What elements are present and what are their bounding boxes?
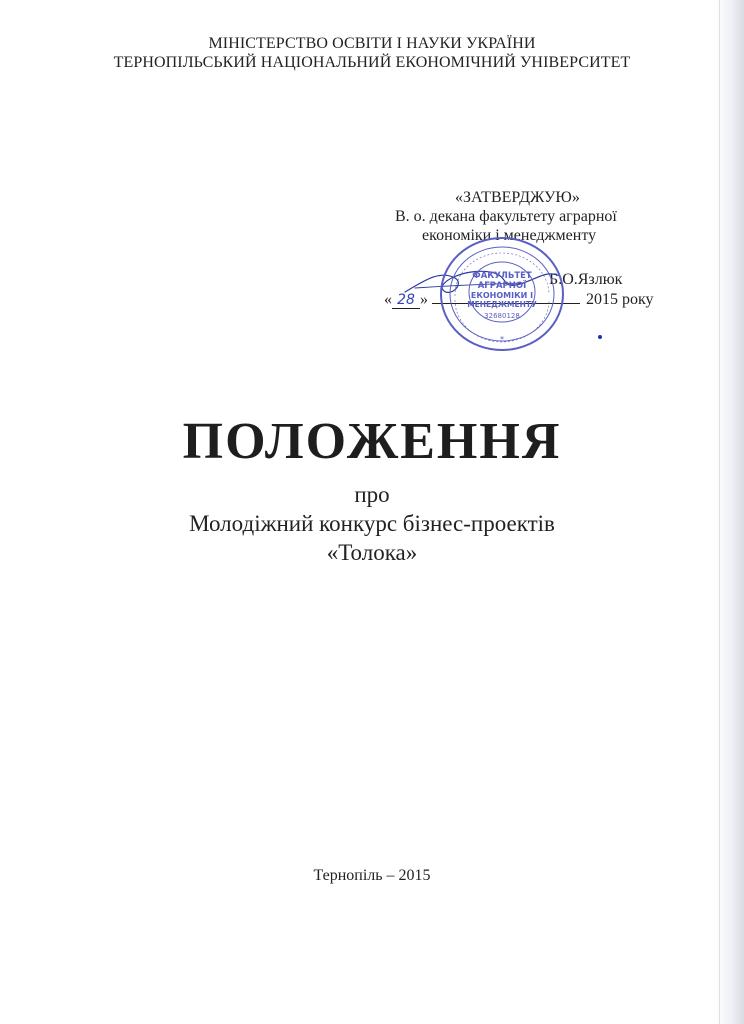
university-name: ТЕРНОПІЛЬСЬКИЙ НАЦІОНАЛЬНИЙ ЕКОНОМІЧНИЙ УНІВЕРСИТЕТ: [113, 54, 631, 71]
document-header: [0, 34, 744, 72]
date-open-quote: «: [384, 291, 392, 308]
document-title: ПОЛОЖЕННЯ: [182, 413, 562, 470]
date-year: 2015 року: [586, 291, 654, 308]
stamp-line-3: ЕКОНОМІКИ І: [470, 291, 534, 300]
subtitle-line-2: Молодіжний конкурс бізнес-проектів: [189, 511, 555, 536]
approver-position-line2: економіки і менеджменту: [422, 227, 597, 244]
ministry-name: МІНІСТЕРСТВО ОСВІТИ І НАУКИ УКРАЇНИ: [208, 35, 536, 52]
stamp-line-2: АГРАРНОЇ: [477, 281, 527, 291]
stamp-code: 32680128: [484, 312, 520, 320]
stamp-line-1: ФАКУЛЬТЕТ: [472, 271, 532, 281]
date-day: 28: [392, 292, 420, 309]
date-close-quote: »: [420, 291, 428, 308]
stamp-line-4: МЕНЕДЖМЕНТУ: [467, 300, 537, 309]
approval-label: «ЗАТВЕРДЖУЮ»: [455, 189, 580, 206]
document-subtitle: [0, 480, 744, 567]
subtitle-line-1: про: [354, 482, 390, 507]
approver-position-line1: В. о. декана факультету аграрної: [395, 208, 617, 225]
approver-name: Б.О.Язлюк: [549, 271, 623, 288]
subtitle-line-3: «Толока»: [326, 540, 418, 565]
svg-text:*: *: [500, 335, 504, 344]
place-and-year: Тернопіль – 2015: [313, 867, 431, 884]
official-stamp-seal: [437, 234, 567, 354]
ink-dot: [598, 335, 602, 339]
